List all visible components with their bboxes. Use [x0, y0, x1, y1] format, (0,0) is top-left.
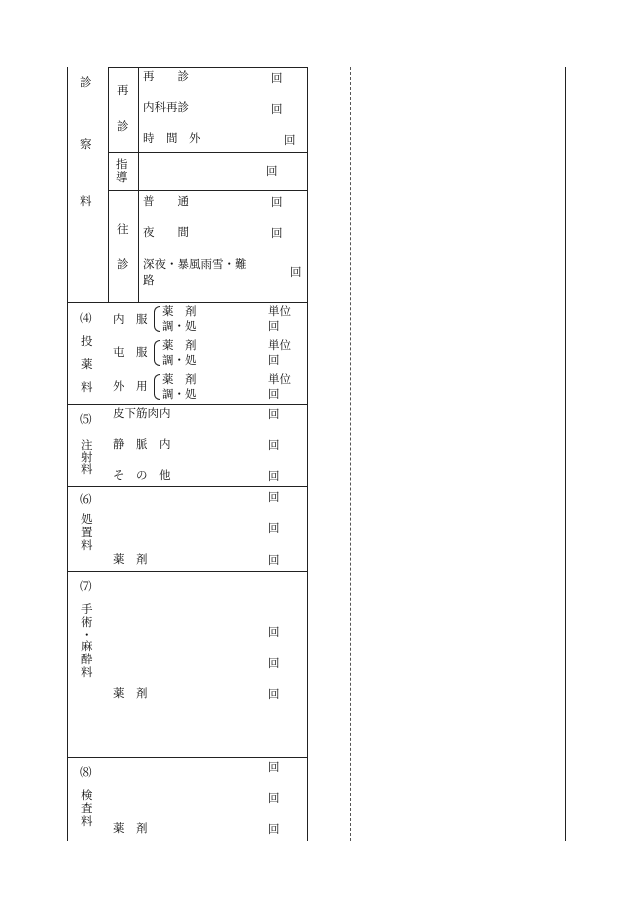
section-divider-7 [67, 571, 308, 572]
saishin-label-char: 再 [117, 83, 129, 97]
shochi-title-char: 置 [81, 525, 93, 539]
toyaku-title-char: 料 [81, 380, 93, 394]
unit-kai: 回 [268, 407, 280, 421]
right-margin-line [565, 67, 566, 841]
unit-tani: 単位 [268, 372, 291, 386]
unit-kai: 回 [271, 226, 283, 240]
chusha-title-char: 射 [81, 450, 93, 464]
shujutsu-title-char: 手 [81, 602, 93, 616]
shujutsu-title-char: 麻 [81, 639, 93, 653]
shujutsu-yakuzai: 薬 剤 [113, 686, 148, 700]
unit-kai: 回 [268, 791, 280, 805]
unit-kai: 回 [268, 387, 280, 401]
oushin-row: 深夜・暴風雨雪・難 [143, 257, 247, 271]
shido-divider [108, 190, 308, 191]
brace-icon [154, 374, 160, 400]
shinsatsu-title-char: 診 [80, 75, 92, 89]
kensa-yakuzai: 薬 剤 [113, 821, 148, 835]
shujutsu-title-char: 術 [81, 615, 93, 629]
oushin-row: 路 [143, 273, 155, 287]
section-divider-4 [67, 302, 308, 303]
unit-kai: 回 [268, 353, 280, 367]
unit-kai: 回 [266, 164, 278, 178]
toyaku-item: 調・処 [162, 319, 197, 333]
saishin-row: 時 間 外 [143, 131, 201, 145]
saishin-label-char: 診 [117, 119, 129, 133]
sub-label-column-line-2 [138, 67, 139, 303]
fold-line [350, 67, 351, 841]
unit-tani: 単位 [268, 304, 291, 318]
unit-kai: 回 [271, 71, 283, 85]
unit-kai: 回 [268, 319, 280, 333]
shujutsu-title-char: 料 [81, 665, 93, 679]
kensa-title-char: 料 [81, 814, 93, 828]
unit-kai: 回 [268, 656, 280, 670]
saishin-row: 再 診 [143, 69, 189, 83]
brace-icon [154, 306, 160, 332]
shujutsu-title-char: 酔 [81, 652, 93, 666]
unit-kai: 回 [268, 625, 280, 639]
unit-kai: 回 [268, 553, 280, 567]
sub-label-column-line [108, 67, 109, 303]
shujutsu-title-char: ・ [81, 628, 93, 642]
toyaku-item: 調・処 [162, 353, 197, 367]
shochi-title-char: 料 [81, 538, 93, 552]
kensa-title-char: 検 [81, 788, 93, 802]
toyaku-title-char: 投 [81, 334, 93, 348]
shinsatsu-title-char: 料 [80, 194, 92, 208]
toyaku-item: 薬 剤 [162, 372, 197, 386]
chusha-title-char: 料 [81, 462, 93, 476]
top-border [108, 67, 308, 68]
unit-kai: 回 [268, 521, 280, 535]
right-border [307, 67, 308, 841]
unit-kai: 回 [268, 822, 280, 836]
unit-kai: 回 [290, 265, 302, 279]
section-number: ⑷ [80, 311, 92, 325]
shido-label: 指導 [116, 157, 128, 184]
shochi-yakuzai: 薬 剤 [113, 552, 148, 566]
unit-kai: 回 [271, 195, 283, 209]
saishin-row: 内科再診 [143, 100, 189, 114]
unit-kai: 回 [268, 760, 280, 774]
unit-kai: 回 [271, 102, 283, 116]
section-divider-8 [67, 757, 308, 758]
brace-icon [154, 340, 160, 366]
shinsatsu-title-char: 察 [80, 137, 92, 151]
oushin-row: 夜 間 [143, 225, 189, 239]
chusha-row: 皮下筋肉内 [113, 406, 171, 420]
shochi-title-char: 処 [81, 512, 93, 526]
chusha-row: 静 脈 内 [113, 437, 171, 451]
oushin-row: 普 通 [143, 194, 189, 208]
toyaku-group-label: 内 服 [113, 312, 148, 326]
section-divider-5 [67, 404, 308, 405]
unit-kai: 回 [268, 469, 280, 483]
left-border [67, 67, 68, 841]
unit-kai: 回 [268, 490, 280, 504]
section-number: ⑸ [80, 412, 92, 426]
oushin-label-char: 往 [117, 222, 129, 236]
toyaku-group-label: 外 用 [113, 379, 148, 393]
kensa-title-char: 査 [81, 801, 93, 815]
unit-kai: 回 [268, 687, 280, 701]
toyaku-item: 薬 剤 [162, 338, 197, 352]
toyaku-item: 調・処 [162, 387, 197, 401]
chusha-title-char: 注 [81, 438, 93, 452]
section-number: ⑹ [80, 492, 92, 506]
chusha-row: そ の 他 [113, 468, 171, 482]
section-number: ⑺ [80, 579, 92, 593]
unit-kai: 回 [284, 133, 296, 147]
section-divider-6 [67, 486, 308, 487]
section-number: ⑻ [80, 765, 92, 779]
oushin-label-char: 診 [117, 257, 129, 271]
toyaku-title-char: 薬 [81, 357, 93, 371]
toyaku-group-label: 屯 服 [113, 345, 148, 359]
unit-kai: 回 [268, 438, 280, 452]
toyaku-item: 薬 剤 [162, 304, 197, 318]
unit-tani: 単位 [268, 338, 291, 352]
saishin-divider [108, 152, 308, 153]
